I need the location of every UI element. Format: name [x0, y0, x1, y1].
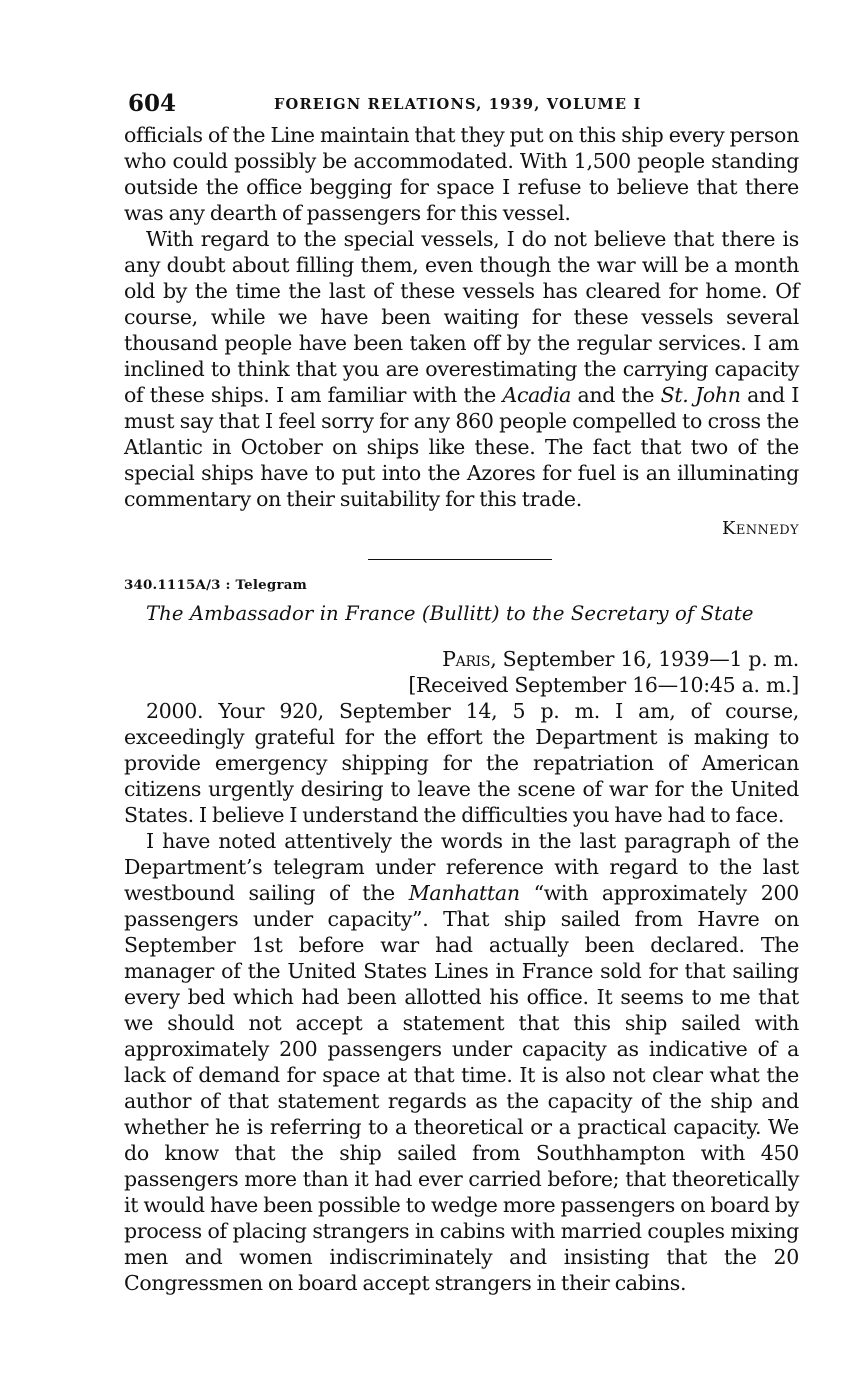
document-title-part1: The Ambassador in France ( — [146, 602, 430, 625]
running-head: FOREIGN RELATIONS, 1939, VOLUME I — [274, 96, 642, 113]
kennedy-paragraph-2-part3: and I must say that I feel sorry for any 860 people compelled to cross the Atlantic in October on ships like these. The fact that two of the special ships have to put into the Azores for fuel is an illuminating commentary on their suitability for this trade. — [124, 383, 799, 511]
file-reference: 340.1115A/3 : Telegram — [124, 577, 307, 593]
ship-name-st-john: St. John — [660, 383, 741, 407]
kennedy-paragraph-2 — [124, 226, 799, 512]
kennedy-paragraph-2-part1: With regard to the special vessels, I do not believe that there is any doubt about filling them, even though the war will be a month old by the time the last of these vessels has cleared for home. Of course, while we have been waiting for these vessels several thousand people have been taken off by the regular services. I am inclined to think that you are overestimating the carrying capacity of these ships. I am familiar with the — [124, 227, 799, 407]
continuation-paragraph: officials of the Line maintain that they put on this ship every person who could possibly be accommodated. With 1,500 people standing outside the office begging for space I refuse to believe that there was any dearth of passengers for this vessel. — [124, 123, 799, 225]
bullitt-paragraph-2-part2: “with approximately 200 passengers under capacity”. That ship sailed from Havre on September 1st before war had actually been declared. The manager of the United States Lines in France sold for that sailing every bed which had been allotted his office. It seems to me that we should not accept a statement that this ship sailed with approximately 200 passengers under capacity as indicative of a lack of demand for space at that time. It is also not clear what the author of that statement regards as the capacity of the ship and whether he is referring to a theoretical or a practical capacity. We do know that the ship sailed from Southhampton with 450 passengers more than it had ever carried before; that theoretically it would have been possible to wedge more passengers on board by process of placing strangers in cabins with married couples mixing men and women indiscriminately and insisting that the 20 Congressmen on board accept strangers in their cabins. — [124, 881, 799, 1295]
bullitt-paragraph-2 — [124, 828, 799, 1296]
kennedy-paragraph-2-part2: and the — [571, 383, 661, 407]
page-number: 604 — [128, 90, 177, 117]
signature-kennedy: Kennedy — [722, 518, 799, 539]
bullitt-paragraph-1: 2000. Your 920, September 14, 5 p. m. I am, of course, exceedingly grateful for the effort the Department is making to provide emergency shipping for the repatriation of American citizens urgently desiring to leave the scene of war for the United States. I believe I understand the difficulties you have had to face. — [124, 699, 799, 827]
ship-name-manhattan: Manhattan — [408, 881, 520, 905]
document-page — [124, 88, 799, 1296]
dateline-sent — [124, 646, 799, 672]
dateline — [124, 646, 799, 698]
page-header — [124, 88, 799, 122]
document-title-name: Bullitt — [429, 602, 492, 625]
dateline-place: Paris — [442, 647, 491, 671]
bullitt-paragraph-2-part1: I have noted attentively the words in the last paragraph of the Department’s telegram under reference with regard to the last westbound sailing of the — [124, 829, 799, 905]
dateline-received: [Received September 16—10:45 a. m.] — [408, 673, 799, 697]
document-title-part2: ) to the Secretary of State — [491, 602, 754, 625]
document-title — [124, 602, 799, 625]
section-divider — [368, 559, 552, 560]
ship-name-acadia: Acadia — [502, 383, 572, 407]
dateline-sent-time: , September 16, 1939—1 p. m. — [490, 647, 799, 671]
